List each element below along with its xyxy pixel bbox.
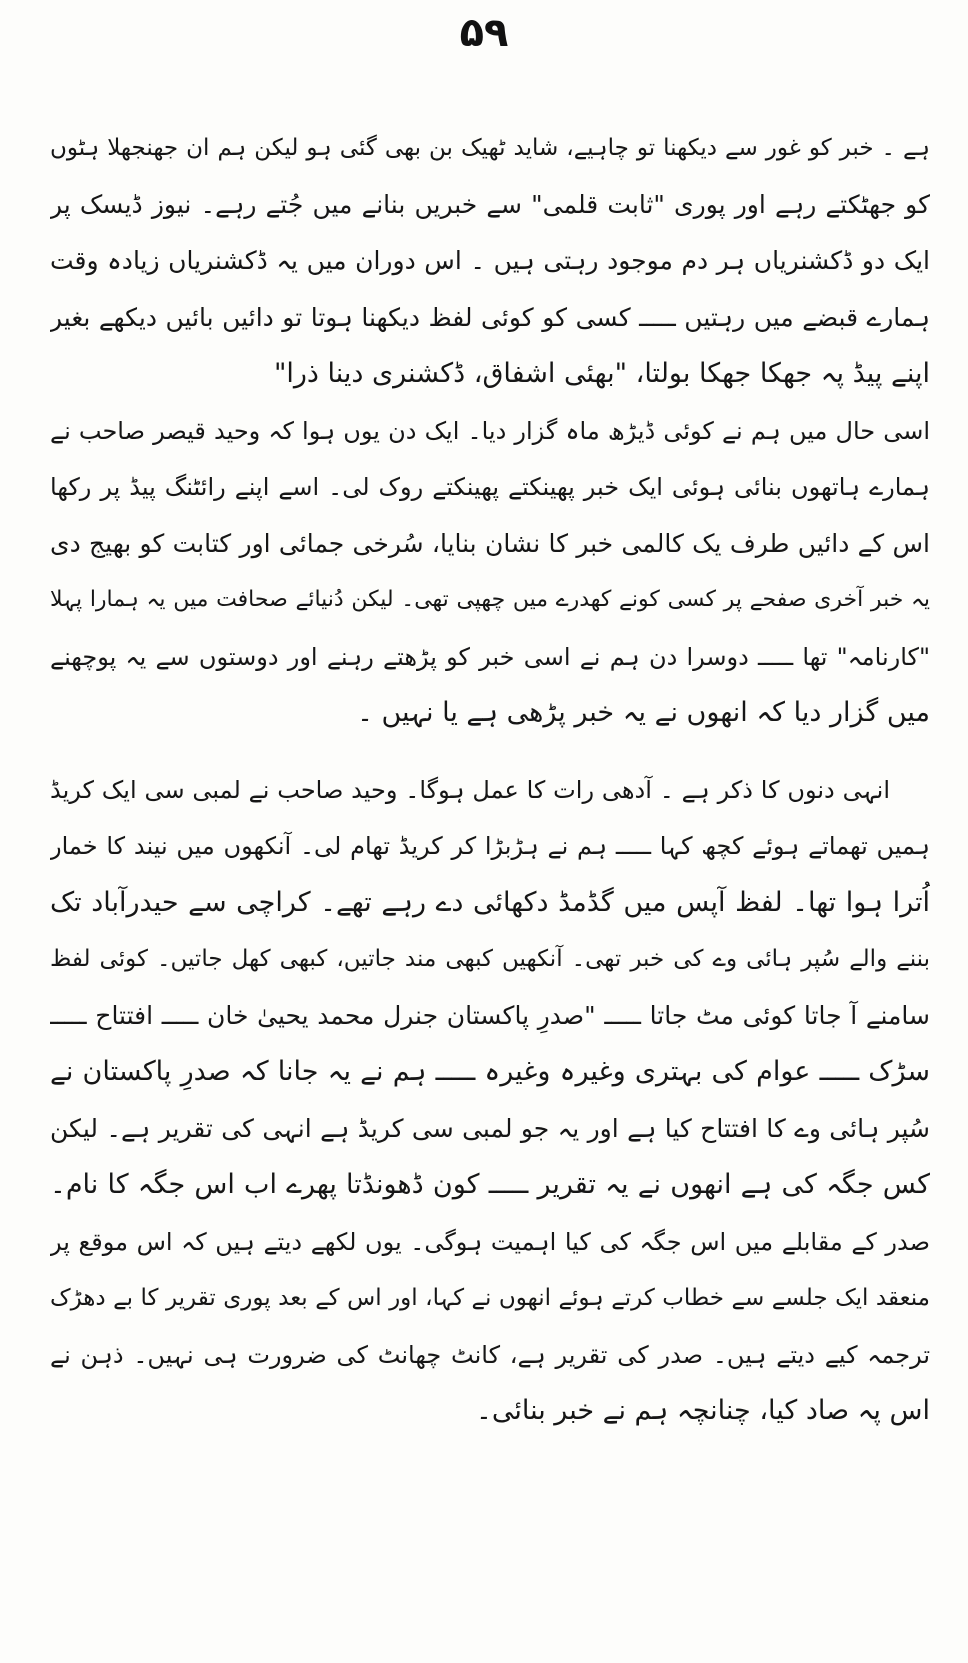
- text-line: صدر کے مقابلے میں اس جگہ کی کیا اہمیت ہوگی۔ یوں لکھے دیتے ہیں کہ اس موقع پر: [50, 1227, 930, 1256]
- text-line: ایک دو ڈکشنریاں ہر دم موجود رہتی ہیں ۔ اس دوران میں یہ ڈکشنریاں زیادہ وقت: [50, 246, 930, 275]
- text-line: اس پہ صاد کیا، چنانچہ ہم نے خبر بنائی۔: [476, 1395, 930, 1426]
- text-line: ہمیں تھماتے ہوئے کچھ کہا ـــــ ہم نے ہڑبڑا کر کریڈ تھام لی۔ آنکھوں میں نیند کا خمار: [50, 832, 930, 860]
- page-number: ۵۹: [459, 10, 509, 56]
- text-line: اسی حال میں ہم نے کوئی ڈیڑھ ماہ گزار دیا۔ ایک دن یوں ہوا کہ وحید قیصر صاحب نے: [50, 416, 930, 445]
- text-line: یہ خبر آخری صفحے پر کسی کونے کھدرے میں چھپی تھی۔ لیکن دُنیائے صحافت میں یہ ہمارا پہلا: [50, 587, 930, 612]
- text-line: اُترا ہوا تھا۔ لفظ آپس میں گڈمڈ دکھائی دے رہے تھے۔ کراچی سے حیدرآباد تک: [50, 886, 930, 918]
- paragraph-1: [50, 120, 930, 403]
- text-line: بننے والے سُپر ہائی وے کی خبر تھی۔ آنکھیں کبھی مند جاتیں، کبھی کھل جاتیں۔ کوئی لفظ: [50, 946, 930, 972]
- text-line: ہے ۔ خبر کو غور سے دیکھنا تو چاہیے، شاید ٹھیک بن بھی گئی ہو لیکن ہم ان جھنجھلا ہٹوں: [50, 135, 930, 161]
- text-line: سڑک ـــــ عوام کی بہتری وغیرہ وغیرہ ـــــ ہم نے یہ جانا کہ صدرِ پاکستان نے: [50, 1056, 930, 1087]
- text-line: سامنے آ جاتا کوئی مٹ جاتا ـــــ "صدرِ پاکستان جنرل محمد یحییٰ خان ـــــ افتتاح ـــــ: [50, 1000, 930, 1030]
- text-line: انہی دنوں کا ذکر ہے ۔ آدھی رات کا عمل ہوگا۔ وحید صاحب نے لمبی سی ایک کریڈ: [50, 775, 890, 804]
- paragraph-spacer: [50, 742, 930, 762]
- text-line: ترجمہ کیے دیتے ہیں۔ صدر کی تقریر ہے، کانٹ چھانٹ کی ضرورت ہی نہیں۔ ذہن نے: [50, 1340, 930, 1369]
- text-line: ہمارے ہاتھوں بنائی ہوئی ایک خبر پھینکتے پھینکتے روک لی۔ اسے اپنے رائٹنگ پیڈ پر رکھا: [50, 473, 930, 501]
- paragraph-2: [50, 403, 930, 742]
- text-line: اپنے پیڈ پہ جھکا جھکا بولتا، "بھئی اشفاق، ڈکشنری دینا ذرا": [273, 358, 930, 389]
- text-line: سُپر ہائی وے کا افتتاح کیا ہے اور یہ جو لمبی سی کریڈ ہے انہی کی تقریر ہے۔ لیکن: [50, 1113, 930, 1143]
- text-line: کس جگہ کی ہے انھوں نے یہ تقریر ـــــ کون ڈھونڈتا پھرے اب اس جگہ کا نام۔: [50, 1169, 930, 1200]
- text-line: میں گزار دیا کہ انھوں نے یہ خبر پڑھی ہے یا نہیں ۔: [357, 697, 930, 728]
- text-line: ہمارے قبضے میں رہتیں ـــــ کسی کو کوئی لفظ دیکھنا ہوتا تو دائیں بائیں دیکھے بغیر: [50, 302, 930, 332]
- paragraph-3: [50, 762, 930, 1440]
- page-body: [50, 120, 930, 1440]
- text-line: کو جھٹکتے رہے اور پوری "ثابت قلمی" سے خبریں بنانے میں جُتے رہے۔ نیوز ڈیسک پر: [50, 189, 930, 219]
- text-line: "کارنامہ" تھا ـــــ دوسرا دن ہم نے اسی خبر کو پڑھتے رہنے اور دوستوں سے یہ پوچھنے: [50, 642, 930, 671]
- text-line: اس کے دائیں طرف یک کالمی خبر کا نشان بنایا، سُرخی جمائی اور کتابت کو بھیج دی: [50, 528, 930, 558]
- text-line: منعقد ایک جلسے سے خطاب کرتے ہوئے انھوں نے کہا، اور اس کے بعد پوری تقریر کا بے دھڑک: [50, 1285, 930, 1311]
